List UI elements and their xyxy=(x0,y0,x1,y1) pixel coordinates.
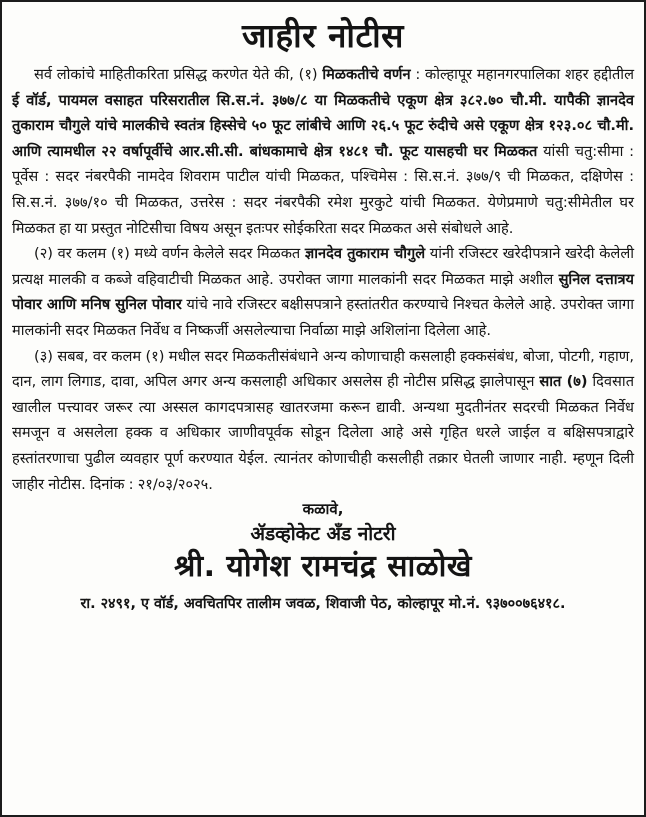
p2-bold-1: ज्ञानदेव तुकाराम चौगुले xyxy=(304,245,426,263)
notice-body xyxy=(12,62,634,497)
p2-text-2: यांनी रजिस्टर खरेदीपत्राने खरेदी केलेली प्रत्यक्ष मालकी व कब्जे वहिवाटीची मिळकत आहे. उपरोक्त जागा मालकांनी सदर मिळकत माझे अशील xyxy=(12,245,634,288)
p1-text-3: यांसी चतु:सीमा : पूर्वेस : सदर नंबरपैकी नामदेव शिवराम पाटील यांची मिळकत, पश्चिमेस : सि.स.नं. ३७७/९ ची मिळकत, दक्षिणेस : सि.स.नं. ३७७/१० ची मिळकत, उत्तरेस : सदर नंबरपैकी रमेश मुरकुटे यांची मिळकत. येणेप्रमाणे चतु:सीमेतील घर मिळकत हा या प्रस्तुत नोटिसीचा विषय असून इतःपर सोईकरिता सदर मिळकत असे संबोधले आहे. xyxy=(12,142,634,237)
paragraph-1 xyxy=(12,62,634,241)
signature-block xyxy=(2,497,644,617)
p2-text-1: (२) वर कलम (१) मध्ये वर्णन केलेले सदर मिळकत xyxy=(34,245,305,263)
advocate-name: श्री. योगेश रामचंद्र साळोखे xyxy=(174,549,472,585)
advocate-address: रा. २४९१, ए वॉर्ड, अवचितपिर तालीम जवळ, शिवाजी पेठ, कोल्हापूर मो.नं. ९३७००७६४१८. xyxy=(80,596,566,613)
p1-bold-1: मिळकतीचे वर्णन xyxy=(322,66,411,83)
p1-text-1: सर्व लोकांचे माहितीकरिता प्रसिद्ध करणेत येते की, (१) xyxy=(34,66,323,83)
p2-bold-2: सुनिल दत्तात्रय पोवार आणि मनिष सुनिल पोवार xyxy=(12,270,634,314)
p3-text-2: दिवसात खालील पत्त्यावर जरूर त्या अस्सल कागदपत्रासह खातरजमा करून द्यावी. अन्यथा मुदतीनंतर सदरची मिळकत निर्वेध समजून व असलेला हक्क व अधिकार जाणीवपूर्वक सोडून दिलेला आहे असे गृहित धरले जाईल व बक्षिसपत्राद्वारे हस्तांतरणाचा पुढील व्यवहार पूर्ण करण्यात येईल. त्यानंतर कोणाचीही कसलीही तक्रार घेतली जाणार नाही. म्हणून दिली जाहीर नोटीस. दिनांक : २१/०३/२०२५. xyxy=(12,373,635,493)
paragraph-3 xyxy=(12,344,634,498)
p1-bold-2: ई वॉर्ड, पायमल वसाहत परिसरातील सि.स.नं. ३७७/८ या मिळकतीचे एकूण क्षेत्र ३८२.७० चौ.मी. यापैकी ज्ञानदेव तुकाराम चौगुले यांचे मालकीचे स्वतंत्र हिस्सेचे ५० फूट लांबीचे आणि २६.५ फूट रुंदीचे असे एकूण क्षेत्र १२३.०८ चौ.मी. आणि त्यामधील २२ वर्षापूर्वीचे आर.सी.सी. बांधकामाचे क्षेत्र १४८१ चौ. फूट यासहची घर मिळकत xyxy=(12,91,634,160)
notice-title: जाहीर नोटीस xyxy=(242,16,404,55)
designation: ॲडव्होकेट ॲंड नोटरी xyxy=(250,523,396,546)
closing-word: कळावे, xyxy=(302,500,344,519)
p1-text-2: : कोल्हापूर महानगरपालिका शहर हद्दीतील xyxy=(410,66,634,83)
p2-text-3: यांचे नावे रजिस्टर बक्षीसपत्राने हस्तांतरीत करण्याचे निश्चत केलेले आहे. उपरोक्त जागा मालकांनी सदर मिळकत निर्वेध व निष्कर्जी असलेल्याचा निर्वाळा माझे अशिलांना दिलेला आहे. xyxy=(12,296,634,339)
p3-text-1: (३) सबब, वर कलम (१) मधील सदर मिळकतीसंबंधाने अन्य कोणाचाही कसलाही हक्कसंबंध, बोजा, पोटगी, गहाण, दान, लाग लिगाड, दावा, अपिल अगर अन्य कसलाही अधिकार असलेस ही नोटीस प्रसिद्ध झालेपासून xyxy=(12,347,634,391)
p3-bold-1: सात (७) xyxy=(539,373,588,391)
paragraph-2 xyxy=(12,241,634,343)
